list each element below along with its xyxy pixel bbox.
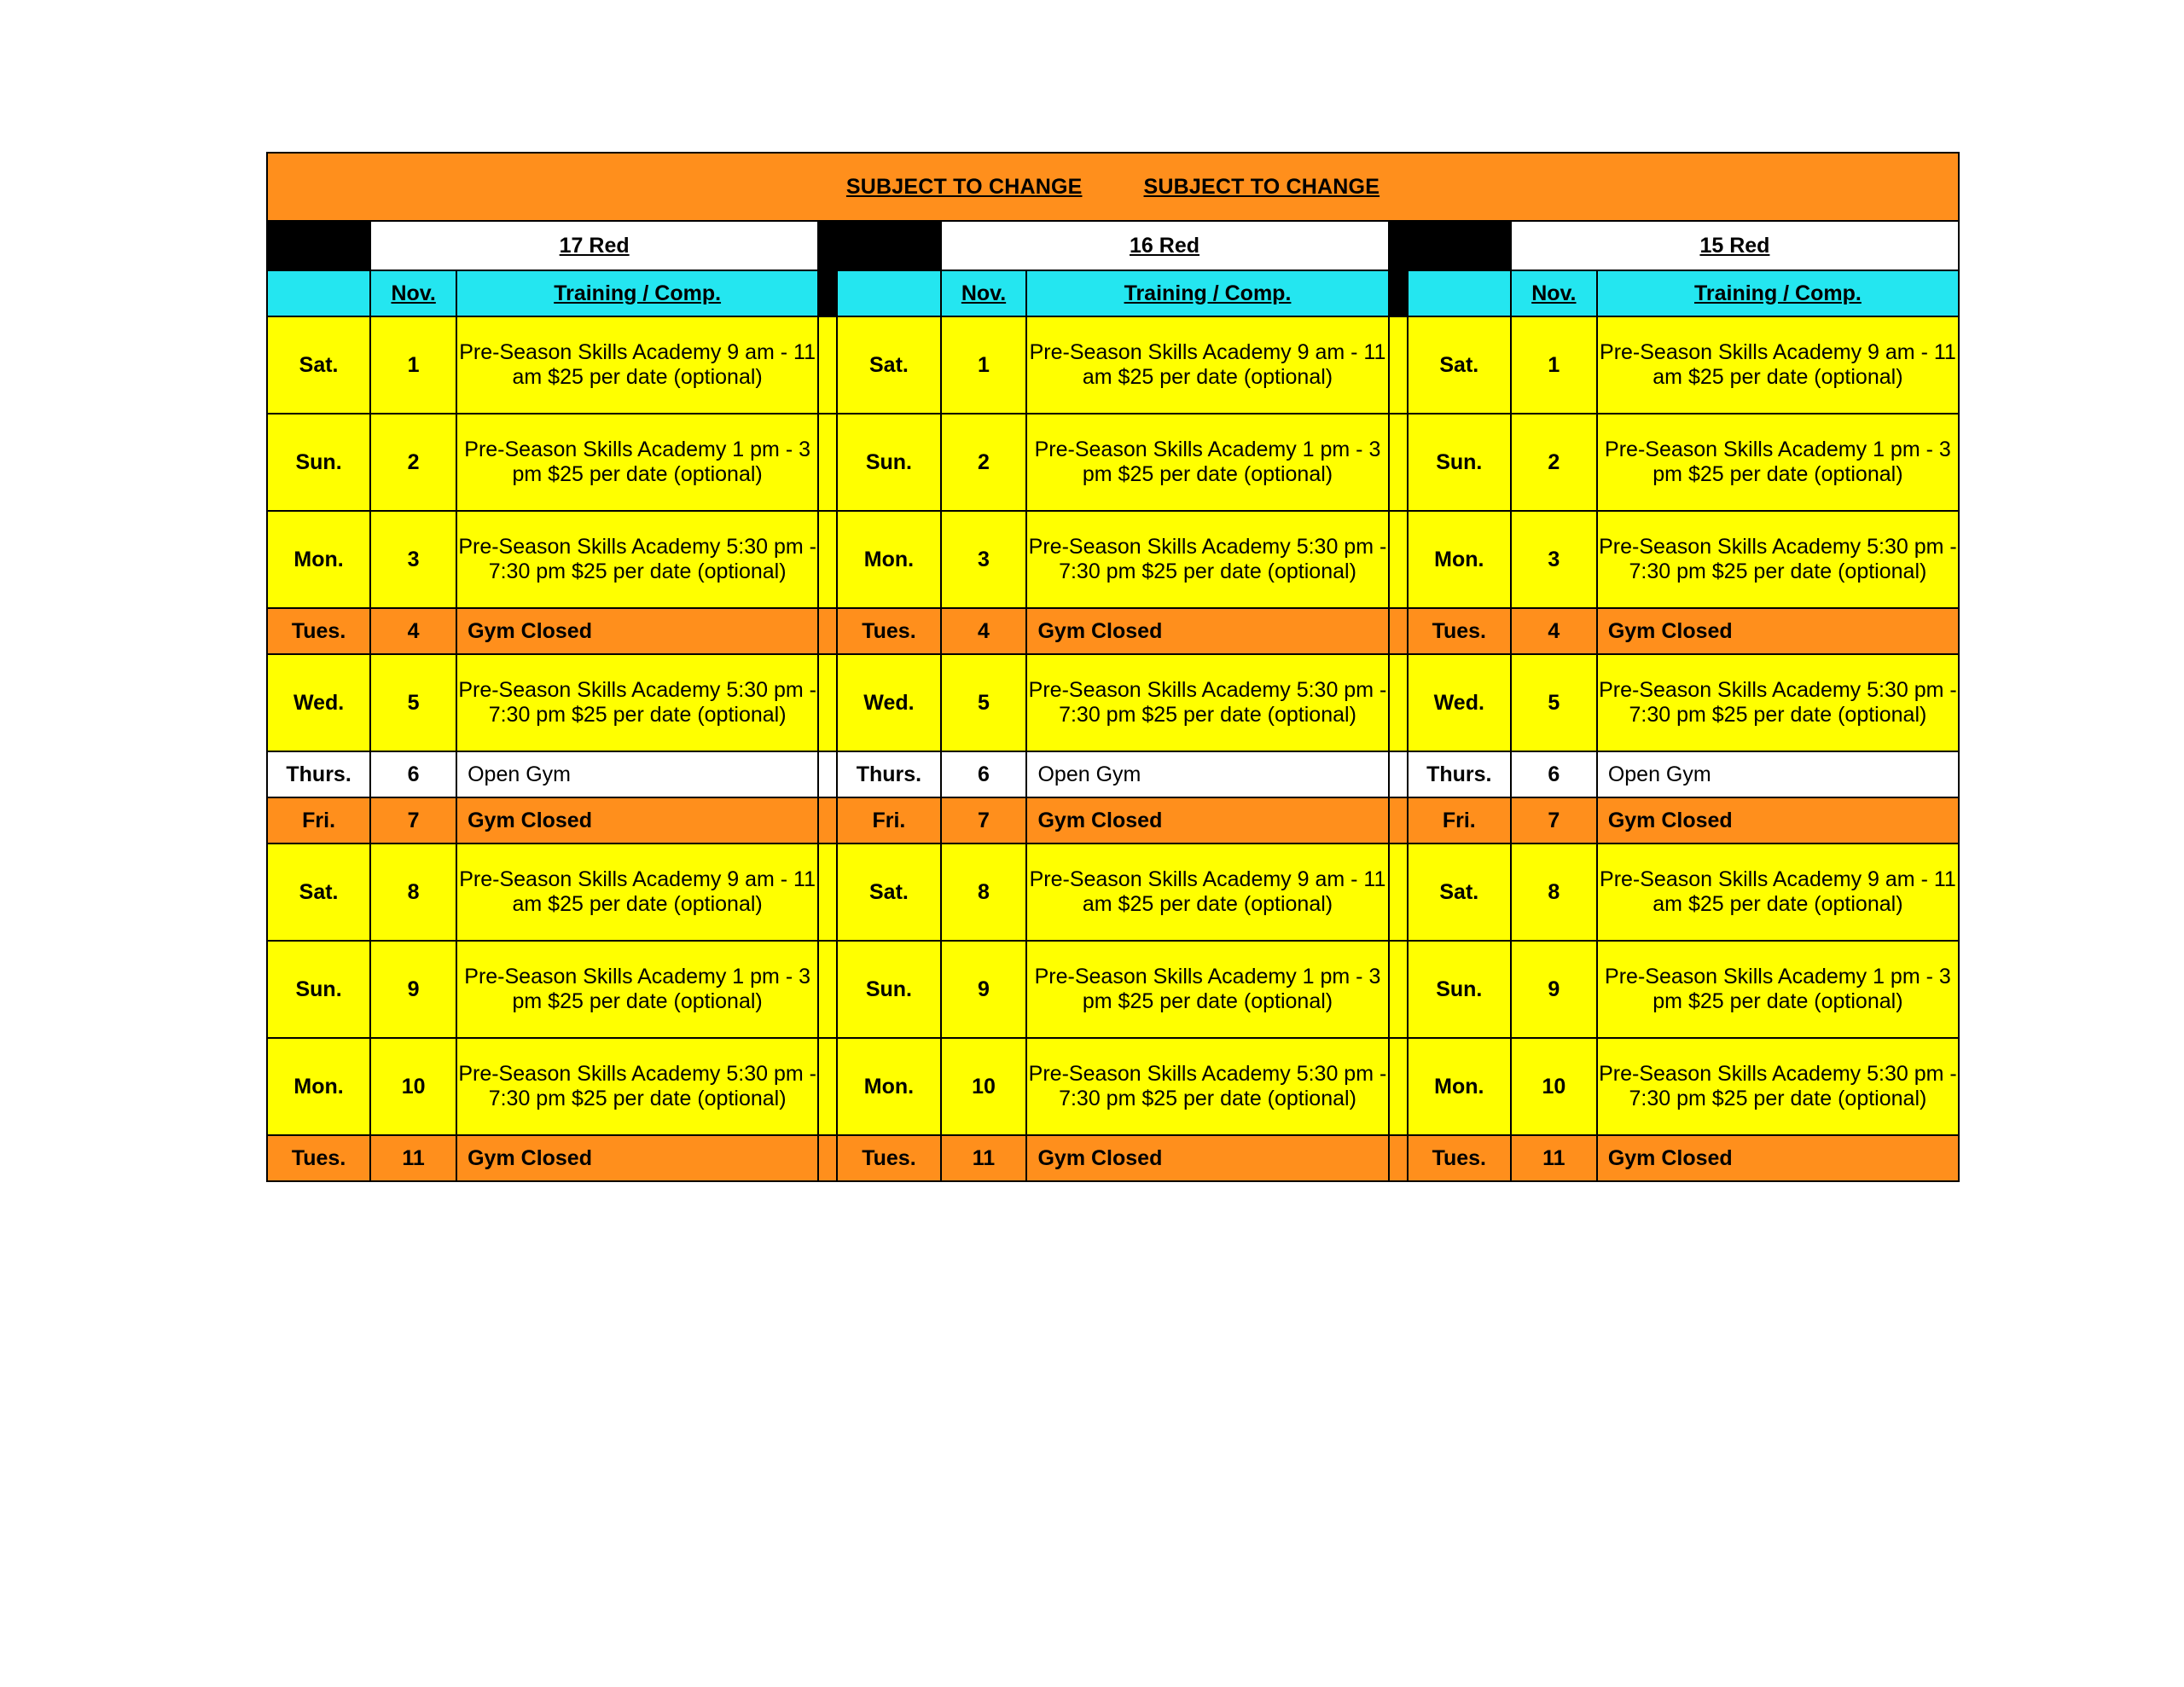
- row-date: 4: [941, 608, 1027, 654]
- row-detail-15red: Pre-Season Skills Academy 9 am - 11 am $25 per date (optional): [1597, 844, 1959, 941]
- schedule-row: [267, 844, 1959, 941]
- row-date: 10: [941, 1038, 1027, 1135]
- row-day: Mon.: [267, 511, 370, 608]
- row-detail-16red: Pre-Season Skills Academy 5:30 pm - 7:30 pm $25 per date (optional): [1026, 654, 1388, 751]
- column-gap: [1389, 941, 1408, 1038]
- row-date: 9: [1511, 941, 1597, 1038]
- row-day: Thurs.: [1408, 751, 1511, 797]
- row-date: 2: [370, 414, 456, 511]
- row-date: 3: [1511, 511, 1597, 608]
- column-gap: [1389, 654, 1408, 751]
- schedule-row: [267, 941, 1959, 1038]
- row-day: Wed.: [267, 654, 370, 751]
- schedule-sheet: [266, 152, 1960, 1182]
- banner-right-text: SUBJECT TO CHANGE: [1143, 174, 1380, 199]
- row-day: Sat.: [837, 844, 940, 941]
- row-detail-17red: Open Gym: [456, 751, 818, 797]
- header-date-16red: Nov.: [941, 270, 1027, 316]
- row-detail-16red: Open Gym: [1026, 751, 1388, 797]
- row-day: Mon.: [1408, 1038, 1511, 1135]
- banner-left-text: SUBJECT TO CHANGE: [845, 174, 1083, 199]
- row-day: Sat.: [267, 844, 370, 941]
- row-detail-17red: Pre-Season Skills Academy 5:30 pm - 7:30 pm $25 per date (optional): [456, 1038, 818, 1135]
- spacer-black-1: [267, 221, 370, 270]
- row-day: Tues.: [267, 1135, 370, 1181]
- header-detail-17red: Training / Comp.: [456, 270, 818, 316]
- schedule-row: [267, 414, 1959, 511]
- column-gap: [1389, 414, 1408, 511]
- header-detail-15red: Training / Comp.: [1597, 270, 1959, 316]
- row-day: Fri.: [267, 797, 370, 844]
- row-date: 4: [1511, 608, 1597, 654]
- column-gap-3: [818, 270, 837, 316]
- banner-row: [267, 153, 1959, 221]
- row-detail-17red: Pre-Season Skills Academy 9 am - 11 am $25 per date (optional): [456, 316, 818, 414]
- row-date: 2: [1511, 414, 1597, 511]
- row-detail-15red: Pre-Season Skills Academy 5:30 pm - 7:30 pm $25 per date (optional): [1597, 1038, 1959, 1135]
- column-gap: [818, 511, 837, 608]
- row-detail-17red: Pre-Season Skills Academy 5:30 pm - 7:30 pm $25 per date (optional): [456, 654, 818, 751]
- schedule-table: [266, 152, 1960, 1182]
- column-gap: [818, 751, 837, 797]
- spacer-black-2: [837, 221, 940, 270]
- row-date: 9: [941, 941, 1027, 1038]
- column-gap: [818, 414, 837, 511]
- team-title-16red: 16 Red: [941, 221, 1389, 270]
- row-date: 8: [370, 844, 456, 941]
- row-detail-15red: Gym Closed: [1597, 1135, 1959, 1181]
- row-date: 7: [370, 797, 456, 844]
- schedule-row: [267, 1135, 1959, 1181]
- column-gap: [818, 1135, 837, 1181]
- row-date: 7: [941, 797, 1027, 844]
- row-detail-16red: Pre-Season Skills Academy 9 am - 11 am $25 per date (optional): [1026, 844, 1388, 941]
- row-date: 6: [1511, 751, 1597, 797]
- subject-to-change-banner: [267, 153, 1959, 221]
- column-gap: [818, 608, 837, 654]
- row-day: Mon.: [1408, 511, 1511, 608]
- column-header-row: [267, 270, 1959, 316]
- row-date: 3: [941, 511, 1027, 608]
- row-detail-15red: Pre-Season Skills Academy 5:30 pm - 7:30 pm $25 per date (optional): [1597, 654, 1959, 751]
- row-detail-17red: Pre-Season Skills Academy 1 pm - 3 pm $25 per date (optional): [456, 414, 818, 511]
- header-day-17red: [267, 270, 370, 316]
- row-detail-16red: Pre-Season Skills Academy 1 pm - 3 pm $25 per date (optional): [1026, 941, 1388, 1038]
- column-gap: [818, 844, 837, 941]
- row-detail-16red: Pre-Season Skills Academy 9 am - 11 am $25 per date (optional): [1026, 316, 1388, 414]
- row-detail-15red: Gym Closed: [1597, 797, 1959, 844]
- row-detail-16red: Pre-Season Skills Academy 5:30 pm - 7:30 pm $25 per date (optional): [1026, 1038, 1388, 1135]
- row-day: Fri.: [837, 797, 940, 844]
- row-date: 5: [941, 654, 1027, 751]
- row-day: Thurs.: [267, 751, 370, 797]
- row-date: 6: [370, 751, 456, 797]
- row-detail-17red: Pre-Season Skills Academy 1 pm - 3 pm $25 per date (optional): [456, 941, 818, 1038]
- team-name-row: [267, 221, 1959, 270]
- column-gap: [818, 941, 837, 1038]
- row-detail-15red: Open Gym: [1597, 751, 1959, 797]
- row-day: Sat.: [1408, 844, 1511, 941]
- row-detail-15red: Pre-Season Skills Academy 1 pm - 3 pm $25 per date (optional): [1597, 941, 1959, 1038]
- row-day: Sun.: [837, 941, 940, 1038]
- row-day: Sun.: [267, 941, 370, 1038]
- row-day: Wed.: [1408, 654, 1511, 751]
- row-detail-17red: Gym Closed: [456, 797, 818, 844]
- row-detail-16red: Gym Closed: [1026, 608, 1388, 654]
- row-date: 5: [1511, 654, 1597, 751]
- row-date: 10: [370, 1038, 456, 1135]
- row-day: Thurs.: [837, 751, 940, 797]
- row-detail-16red: Pre-Season Skills Academy 5:30 pm - 7:30 pm $25 per date (optional): [1026, 511, 1388, 608]
- row-date: 9: [370, 941, 456, 1038]
- header-day-15red: [1408, 270, 1511, 316]
- row-day: Tues.: [1408, 1135, 1511, 1181]
- team-title-17red: 17 Red: [370, 221, 818, 270]
- row-date: 5: [370, 654, 456, 751]
- schedule-row: [267, 751, 1959, 797]
- row-day: Sat.: [1408, 316, 1511, 414]
- row-detail-16red: Pre-Season Skills Academy 1 pm - 3 pm $25 per date (optional): [1026, 414, 1388, 511]
- column-gap: [1389, 511, 1408, 608]
- row-day: Sun.: [1408, 414, 1511, 511]
- column-gap: [1389, 751, 1408, 797]
- row-day: Sat.: [267, 316, 370, 414]
- row-date: 11: [941, 1135, 1027, 1181]
- row-day: Wed.: [837, 654, 940, 751]
- row-detail-15red: Pre-Season Skills Academy 9 am - 11 am $25 per date (optional): [1597, 316, 1959, 414]
- schedule-row: [267, 797, 1959, 844]
- column-gap-2: [1389, 221, 1408, 270]
- row-date: 7: [1511, 797, 1597, 844]
- row-date: 2: [941, 414, 1027, 511]
- row-day: Sat.: [837, 316, 940, 414]
- header-date-17red: Nov.: [370, 270, 456, 316]
- row-day: Sun.: [267, 414, 370, 511]
- schedule-row: [267, 511, 1959, 608]
- row-date: 4: [370, 608, 456, 654]
- row-date: 10: [1511, 1038, 1597, 1135]
- row-detail-16red: Gym Closed: [1026, 1135, 1388, 1181]
- row-day: Tues.: [267, 608, 370, 654]
- row-detail-15red: Pre-Season Skills Academy 5:30 pm - 7:30 pm $25 per date (optional): [1597, 511, 1959, 608]
- row-date: 1: [370, 316, 456, 414]
- row-day: Tues.: [837, 608, 940, 654]
- row-date: 11: [1511, 1135, 1597, 1181]
- row-date: 6: [941, 751, 1027, 797]
- row-date: 3: [370, 511, 456, 608]
- row-detail-17red: Gym Closed: [456, 608, 818, 654]
- row-detail-17red: Gym Closed: [456, 1135, 818, 1181]
- row-day: Mon.: [837, 1038, 940, 1135]
- spacer-black-3: [1408, 221, 1511, 270]
- schedule-row: [267, 1038, 1959, 1135]
- column-gap: [1389, 316, 1408, 414]
- row-day: Sun.: [1408, 941, 1511, 1038]
- column-gap-4: [1389, 270, 1408, 316]
- row-date: 11: [370, 1135, 456, 1181]
- team-title-15red: 15 Red: [1511, 221, 1959, 270]
- column-gap: [818, 1038, 837, 1135]
- schedule-row: [267, 654, 1959, 751]
- column-gap: [818, 316, 837, 414]
- header-day-16red: [837, 270, 940, 316]
- row-day: Tues.: [837, 1135, 940, 1181]
- row-day: Tues.: [1408, 608, 1511, 654]
- row-detail-15red: Gym Closed: [1597, 608, 1959, 654]
- row-date: 8: [941, 844, 1027, 941]
- schedule-row: [267, 608, 1959, 654]
- row-detail-17red: Pre-Season Skills Academy 9 am - 11 am $25 per date (optional): [456, 844, 818, 941]
- row-detail-16red: Gym Closed: [1026, 797, 1388, 844]
- column-gap: [818, 654, 837, 751]
- column-gap: [1389, 1135, 1408, 1181]
- row-day: Sun.: [837, 414, 940, 511]
- column-gap-1: [818, 221, 837, 270]
- schedule-row: [267, 316, 1959, 414]
- row-date: 8: [1511, 844, 1597, 941]
- row-day: Mon.: [837, 511, 940, 608]
- row-detail-15red: Pre-Season Skills Academy 1 pm - 3 pm $25 per date (optional): [1597, 414, 1959, 511]
- column-gap: [1389, 1038, 1408, 1135]
- column-gap: [818, 797, 837, 844]
- header-detail-16red: Training / Comp.: [1026, 270, 1388, 316]
- header-date-15red: Nov.: [1511, 270, 1597, 316]
- row-date: 1: [941, 316, 1027, 414]
- column-gap: [1389, 797, 1408, 844]
- row-detail-17red: Pre-Season Skills Academy 5:30 pm - 7:30 pm $25 per date (optional): [456, 511, 818, 608]
- row-day: Fri.: [1408, 797, 1511, 844]
- row-date: 1: [1511, 316, 1597, 414]
- column-gap: [1389, 608, 1408, 654]
- column-gap: [1389, 844, 1408, 941]
- row-day: Mon.: [267, 1038, 370, 1135]
